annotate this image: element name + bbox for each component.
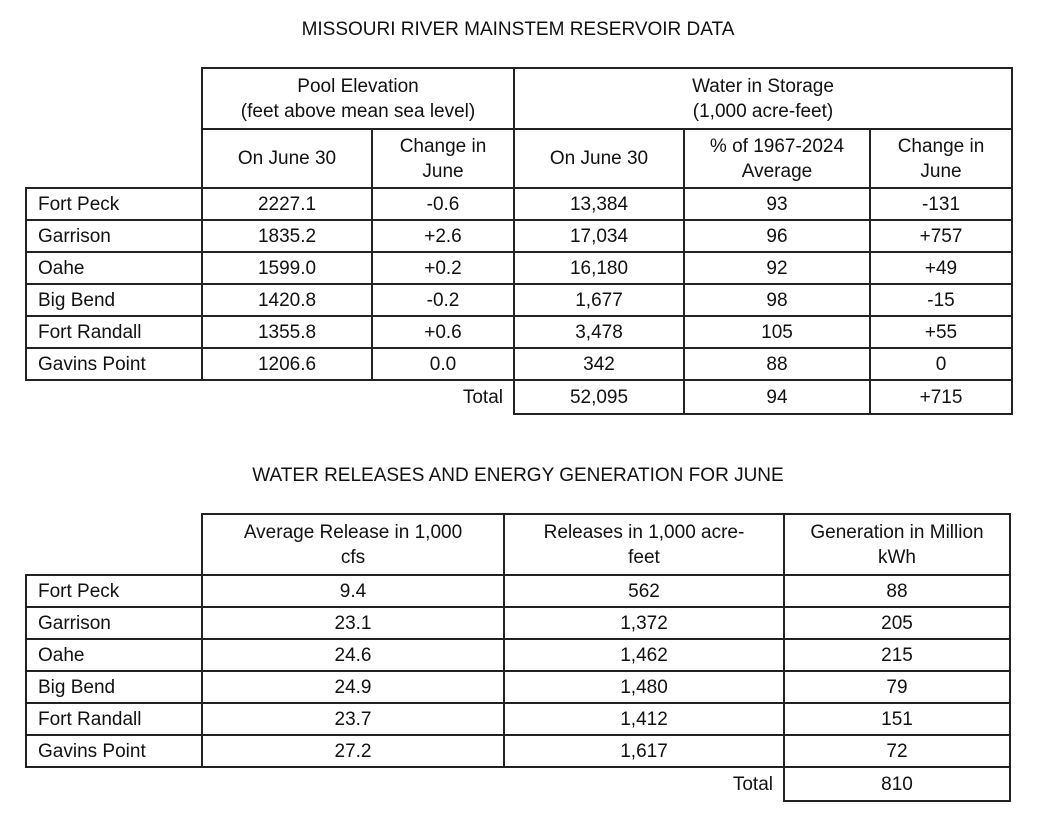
elevation-value: 1420.8 [202,284,372,316]
table-row [26,703,1010,735]
elevation-change-value: +0.2 [372,252,514,284]
elevation-value: 1599.0 [202,252,372,284]
water-storage-units: (1,000 acre-feet) [692,100,834,122]
storage-change-value: +757 [870,220,1012,252]
col-elev-change-line2: June [422,160,464,182]
table-row [26,348,1012,380]
pct-average-value: 105 [684,316,870,348]
elevation-value: 2227.1 [202,188,372,220]
storage-value: 3,478 [514,316,684,348]
generation-value: 205 [784,607,1010,639]
elevation-value: 1355.8 [202,316,372,348]
releases-value: 1,372 [504,607,784,639]
col-releases [504,514,784,575]
pct-average-value: 93 [684,188,870,220]
storage-change-value: -131 [870,188,1012,220]
col-releases-line1: Releases in 1,000 acre- [543,521,745,543]
avg-release-value: 24.6 [202,639,504,671]
total-storage-change: +715 [870,380,1012,414]
pool-elevation-label: Pool Elevation [297,75,419,97]
elevation-value: 1206.6 [202,348,372,380]
storage-change-value: 0 [870,348,1012,380]
elevation-change-value: -0.2 [372,284,514,316]
generation-value: 88 [784,575,1010,607]
generation-value: 215 [784,639,1010,671]
corner-cell-lower [26,129,202,188]
avg-release-value: 9.4 [202,575,504,607]
reservoir-name: Fort Randall [26,703,202,735]
reservoir-name: Oahe [26,252,202,284]
table-row [26,252,1012,284]
releases-value: 562 [504,575,784,607]
pool-elevation-units: (feet above mean sea level) [240,100,476,122]
generation-value: 151 [784,703,1010,735]
water-storage-header [514,68,1012,129]
avg-release-value: 24.9 [202,671,504,703]
avg-release-value: 23.1 [202,607,504,639]
generation-value: 79 [784,671,1010,703]
total-spacer [26,767,202,801]
col-elev-june30: On June 30 [202,129,372,188]
col-elev-change-line1: Change in [399,135,487,157]
col-generation-line2: kWh [878,546,916,568]
table-row [26,220,1012,252]
table-row [26,316,1012,348]
reservoir-name: Fort Randall [26,316,202,348]
col-stor-pct-line1: % of 1967-2024 [709,135,845,157]
total-spacer [202,380,372,414]
table-row [26,284,1012,316]
reservoir-name: Gavins Point [26,735,202,767]
table-row [26,188,1012,220]
table-row [26,607,1010,639]
col-stor-change-line1: Change in [897,135,985,157]
storage-value: 342 [514,348,684,380]
col-stor-change [870,129,1012,188]
table-row [26,639,1010,671]
elevation-change-value: +0.6 [372,316,514,348]
total-spacer [202,767,504,801]
col-stor-change-line2: June [920,160,962,182]
generation-value: 72 [784,735,1010,767]
col-avg-release [202,514,504,575]
pool-elevation-header [202,68,514,129]
storage-value: 13,384 [514,188,684,220]
col-generation-line1: Generation in Million [810,521,984,543]
table-row [26,575,1010,607]
reservoir-column-header-row [26,129,1012,188]
reservoir-name: Fort Peck [26,575,202,607]
table-row [26,671,1010,703]
reservoir-name: Big Bend [26,671,202,703]
elevation-change-value: 0.0 [372,348,514,380]
pct-average-value: 96 [684,220,870,252]
col-generation [784,514,1010,575]
col-stor-pct [684,129,870,188]
releases-value: 1,462 [504,639,784,671]
total-row [26,380,1012,414]
total-label: Total [732,774,773,795]
total-generation: 810 [784,767,1010,801]
reservoir-name: Big Bend [26,284,202,316]
storage-change-value: +49 [870,252,1012,284]
col-stor-june30: On June 30 [514,129,684,188]
storage-value: 1,677 [514,284,684,316]
storage-change-value: +55 [870,316,1012,348]
total-row [26,767,1010,801]
avg-release-value: 27.2 [202,735,504,767]
elevation-change-value: -0.6 [372,188,514,220]
pct-average-value: 92 [684,252,870,284]
water-storage-label: Water in Storage [692,75,834,97]
storage-change-value: -15 [870,284,1012,316]
reservoir-table [25,67,1013,415]
pct-average-value: 88 [684,348,870,380]
reservoir-name: Fort Peck [26,188,202,220]
reservoir-name: Oahe [26,639,202,671]
total-storage: 52,095 [514,380,684,414]
reservoir-group-header-row [26,68,1012,129]
elevation-value: 1835.2 [202,220,372,252]
elevation-change-value: +2.6 [372,220,514,252]
storage-value: 17,034 [514,220,684,252]
col-stor-pct-line2: Average [741,160,813,182]
pct-average-value: 98 [684,284,870,316]
reservoir-name: Garrison [26,607,202,639]
col-elev-change [372,129,514,188]
avg-release-value: 23.7 [202,703,504,735]
releases-value: 1,480 [504,671,784,703]
total-spacer [26,380,202,414]
releases-header-row [26,514,1010,575]
reservoir-name: Gavins Point [26,348,202,380]
releases-title: WATER RELEASES AND ENERGY GENERATION FOR JUNE [252,465,784,486]
col-releases-line2: feet [628,546,660,568]
reservoir-title: MISSOURI RIVER MAINSTEM RESERVOIR DATA [301,19,735,40]
total-pct-average: 94 [684,380,870,414]
corner-cell [26,514,202,575]
releases-value: 1,412 [504,703,784,735]
releases-table [25,513,1011,802]
storage-value: 16,180 [514,252,684,284]
col-avg-release-line1: Average Release in 1,000 [243,521,463,543]
releases-value: 1,617 [504,735,784,767]
corner-cell [26,68,202,129]
reservoir-name: Garrison [26,220,202,252]
table-row [26,735,1010,767]
col-avg-release-line2: cfs [340,546,366,568]
total-label: Total [462,387,503,408]
